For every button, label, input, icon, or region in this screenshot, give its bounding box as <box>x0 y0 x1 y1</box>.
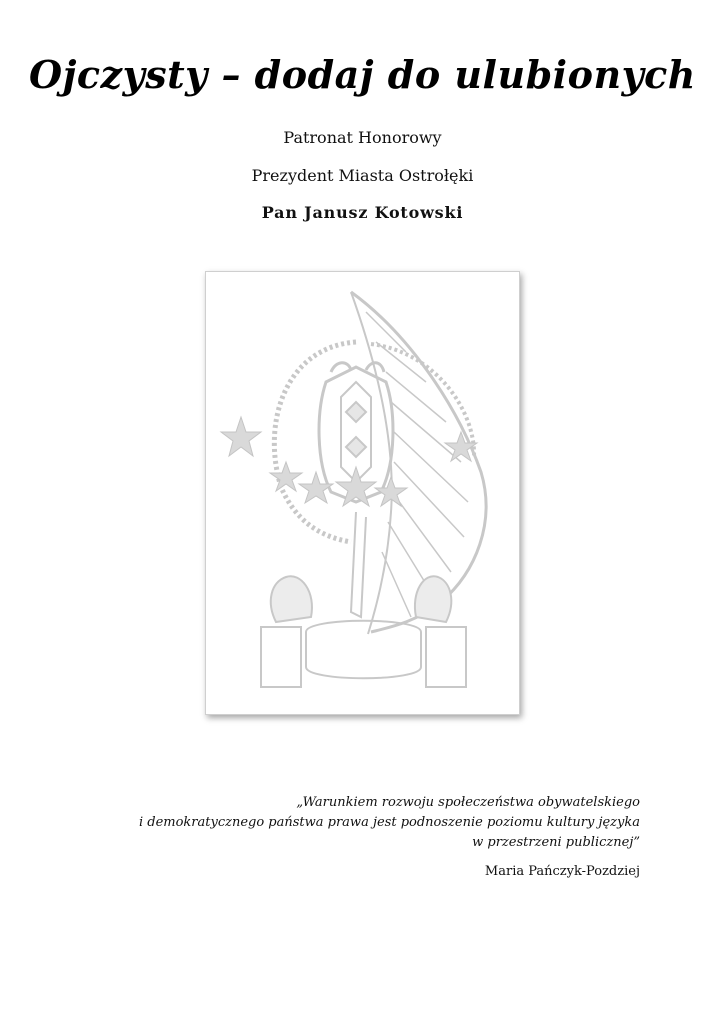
illustration-frame <box>205 271 520 715</box>
patronage-label: Patronat Honorowy <box>283 128 442 147</box>
patron-name: Pan Janusz Kotowski <box>261 203 464 222</box>
quill-emblem-illustration <box>206 272 519 714</box>
quote-line: i demokratycznego państwa prawa jest podnoszenie poziomu kultury języka <box>138 815 640 830</box>
quote-line: „Warunkiem rozwoju społeczeństwa obywatelskiego <box>296 795 640 810</box>
page-title: Ojczysty – dodaj do ulubionych <box>29 52 696 97</box>
quote-block <box>80 793 640 853</box>
quote-author: Maria Pańczyk-Pozdziej <box>484 864 640 879</box>
quote-line: w przestrzeni publicznej” <box>472 835 640 850</box>
patron-office: Prezydent Miasta Ostrołęki <box>251 166 474 185</box>
